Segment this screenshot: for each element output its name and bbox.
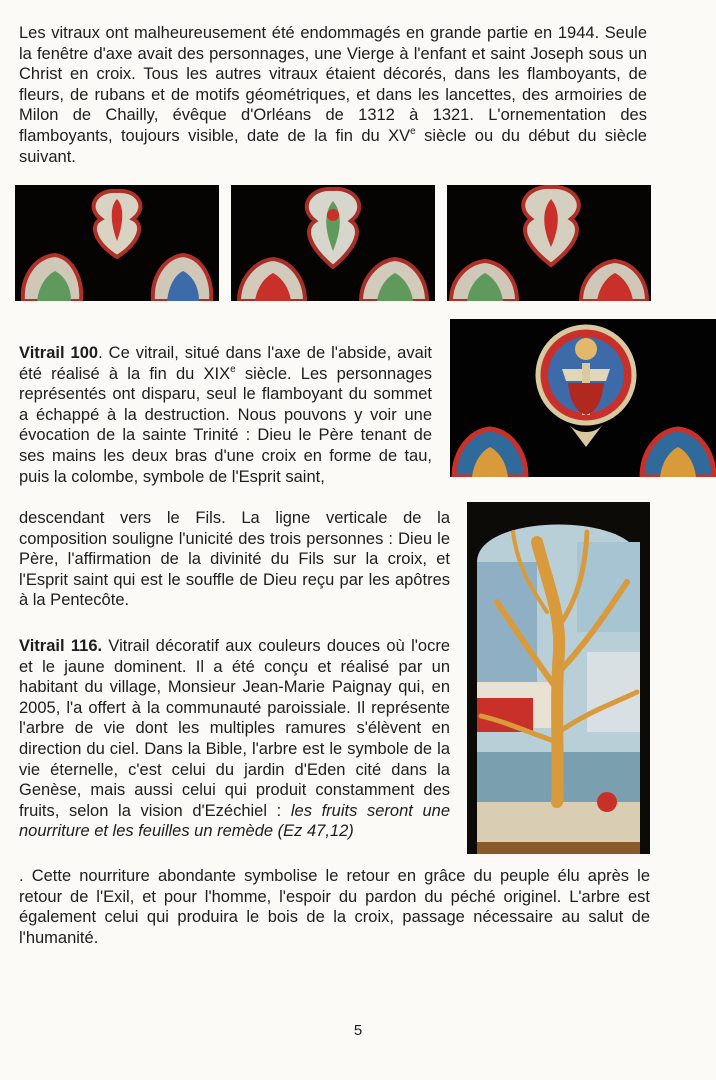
vitrail-100-text-cont: siècle. Les personnages représentés ont disparu, seul le flamboyant du sommet a échappé à la destruction. Nous pouvons y voir une évocation de la sainte Trinité : Dieu le Père tenant de ses mains les deux bras d'une croix en forme de tau, puis la colombe, symbole de l'Esprit saint, [19, 364, 432, 486]
vitrail-116-paragraph-end [19, 866, 650, 948]
vitrail-116-paragraph [19, 636, 450, 842]
vitrail-116-photo [467, 502, 650, 854]
flamboyant-photo-3 [447, 185, 651, 301]
flamboyant-photo-2 [231, 185, 435, 301]
page-number: 5 [353, 1022, 363, 1039]
century-superscript: e [230, 363, 236, 375]
flamboyant-photo-1 [15, 185, 219, 301]
vitrail-100-paragraph [19, 343, 432, 487]
vitrail-116-text-end: . Cette nourriture abondante symbolise le retour en grâce du peuple élu après le retour de l'Exil, et pour l'homme, l'espoir du pardon du péché originel. L'arbre est également celui qui produira le bois de la croix, passage nécessaire au salut de l'humanité. [19, 867, 650, 947]
vitrail-100-text: . Ce vitrail, situé dans l'axe de l'abside, avait été réalisé à la fin du XIX [19, 344, 433, 383]
intro-text-end: siècle ou du début du siècle suivant. [19, 126, 647, 166]
vitrail-100-paragraph-end [19, 508, 450, 611]
intro-text: Les vitraux ont malheureusement été endommagés en grande partie en 1944. Seule la fenêtre d'axe avait des personnages, une Vierge à l'enfant et saint Joseph sous un Christ en croix. Tous les autres vitraux étaient décorés, dans les flamboyants, de fleurs, de rubans et de motifs géométriques, et dans les lancettes, des armoiries de Milon de Chailly, évêque d'Orléans de 1312 à 1321. L'ornementation des flamboyants, toujours visible, date de la fin du XV [19, 24, 647, 145]
vitrail-100-photo [450, 319, 716, 477]
vitrail-100-heading: Vitrail 100 [19, 344, 99, 362]
vitrail-100-text-end: descendant vers le Fils. La ligne verticale de la composition souligne l'unicité des trois personnes : Dieu le Père, l'affirmation de la divinité du Fils sur la croix, et l'Esprit saint qui est le souffle de Dieu reçu par les apôtres à la Pentecôte. [19, 509, 450, 610]
vitrail-116-text: Vitrail décoratif aux couleurs douces où l'ocre et le jaune dominent. Il a été conçu et réalisé par un habitant du village, Monsieur Jean-Marie Paignay qui, en 2005, l'a offert à la communauté paroissiale. Il représente l'arbre de vie dont les multiples ramures s'élèvent en direction du ciel. Dans la Bible, l'arbre est le symbole de la vie éternelle, c'est celui du jardin d'Eden cité dans la Genèse, mais aussi celui qui produit constamment des fruits, selon la vision d'Ezéchiel : [19, 637, 450, 820]
century-superscript: e [410, 125, 416, 137]
intro-paragraph [19, 23, 647, 167]
ezekiel-quote: les fruits seront une nourriture et les feuilles un remède (Ez 47,12) [19, 801, 451, 841]
vitrail-116-heading: Vitrail 116. [19, 637, 103, 655]
